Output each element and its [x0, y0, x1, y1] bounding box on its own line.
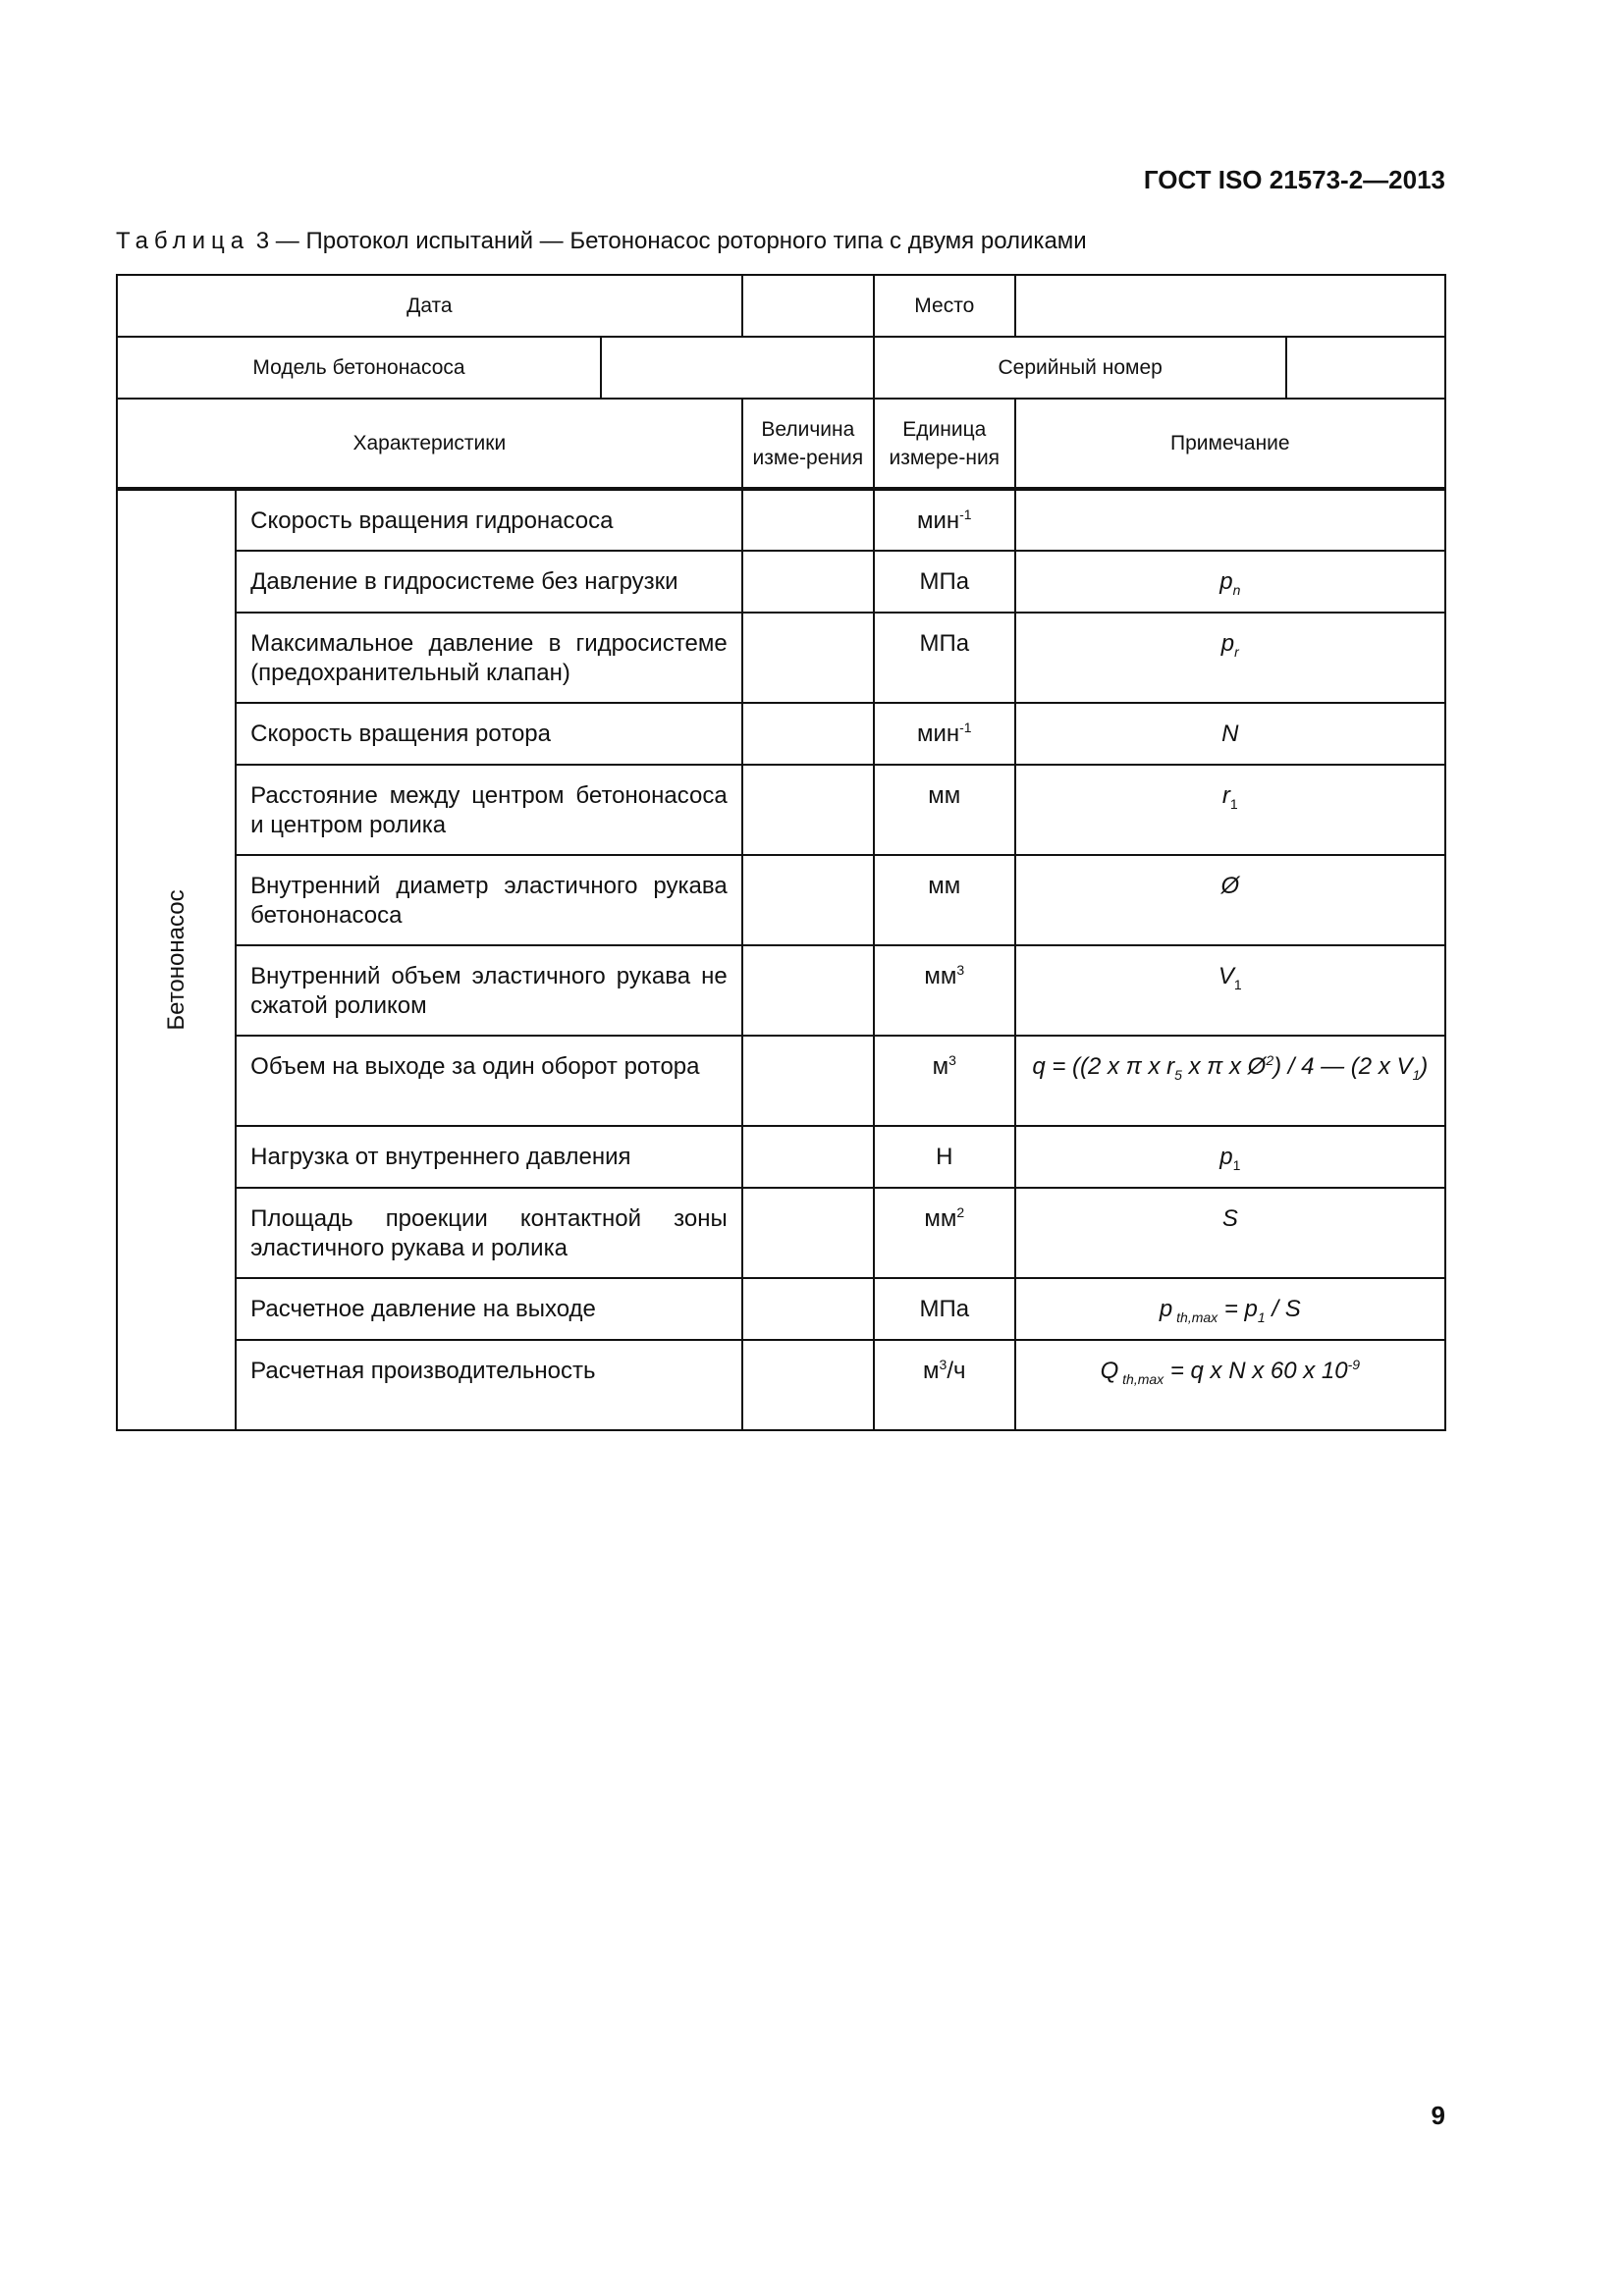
unit-cell	[874, 945, 1015, 1036]
value-cell[interactable]	[742, 855, 874, 945]
note-symbol: p	[1220, 630, 1235, 657]
table-caption	[116, 228, 1087, 255]
note-cell	[1015, 945, 1445, 1036]
note-symbol: V	[1218, 963, 1234, 989]
col-value: Величина изме-рения	[742, 399, 874, 489]
document-id: ГОСТ ISO 21573-2—2013	[1143, 165, 1445, 194]
unit-cell	[874, 1126, 1015, 1188]
value-cell[interactable]	[742, 1278, 874, 1340]
unit-text: мм	[928, 873, 961, 899]
col-characteristics: Характеристики	[117, 399, 742, 489]
unit-cell	[874, 551, 1015, 613]
unit-cell	[874, 613, 1015, 703]
value-cell[interactable]	[742, 489, 874, 551]
unit-text: мм	[928, 782, 961, 809]
formula-sup: 2	[1266, 1052, 1274, 1068]
unit-text: Н	[936, 1144, 953, 1170]
note-cell	[1015, 855, 1445, 945]
note-subscript: 1	[1229, 795, 1238, 812]
note-cell	[1015, 489, 1445, 551]
unit-text: МПа	[919, 1296, 970, 1322]
serial-value-cell[interactable]	[1286, 337, 1445, 399]
caption-text: — Протокол испытаний — Бетононасос роторного типа с двумя роликами	[269, 228, 1087, 254]
unit-text: мм	[924, 963, 957, 989]
table-row	[117, 1340, 1445, 1430]
note-symbol: N	[1221, 721, 1239, 747]
note-cell	[1015, 551, 1445, 613]
characteristic-cell: Расчетное давление на выходе	[236, 1278, 742, 1340]
place-value-cell[interactable]	[1015, 275, 1445, 337]
note-symbol: p	[1219, 1144, 1233, 1170]
table-column-headers	[117, 399, 1445, 489]
value-cell[interactable]	[742, 703, 874, 765]
value-cell[interactable]	[742, 613, 874, 703]
unit-sup: 3	[948, 1052, 956, 1068]
characteristic-cell: Расчетная производительность	[236, 1340, 742, 1430]
table-row	[117, 765, 1445, 855]
table-row	[117, 1278, 1445, 1340]
unit-cell	[874, 1188, 1015, 1278]
model-label: Модель бетононасоса	[117, 337, 601, 399]
unit-text: мин	[916, 721, 960, 747]
note-subscript: n	[1232, 581, 1241, 598]
formula-sub: th,max	[1118, 1370, 1164, 1387]
group-cell	[117, 489, 236, 1430]
formula-sub: th,max	[1172, 1308, 1218, 1325]
note-cell	[1015, 1188, 1445, 1278]
table-row	[117, 1036, 1445, 1126]
note-cell	[1015, 765, 1445, 855]
formula-part: / S	[1265, 1296, 1301, 1322]
unit-cell	[874, 1340, 1015, 1430]
characteristic-cell: Скорость вращения гидронасоса	[236, 489, 742, 551]
table-row	[117, 1126, 1445, 1188]
characteristic-cell: Внутренний диаметр эластичного рукава бетононасоса	[236, 855, 742, 945]
note-subscript: 1	[1232, 1156, 1241, 1173]
date-label: Дата	[117, 275, 742, 337]
table-row	[117, 613, 1445, 703]
unit-cell	[874, 489, 1015, 551]
formula-part: )	[1420, 1053, 1429, 1080]
group-label: Бетононасос	[162, 889, 189, 1031]
table-head-date-row	[117, 275, 1445, 337]
value-cell[interactable]	[742, 765, 874, 855]
formula-sub: 1	[1257, 1308, 1266, 1325]
characteristic-cell: Нагрузка от внутреннего давления	[236, 1126, 742, 1188]
formula-part: = p	[1218, 1296, 1258, 1322]
characteristic-cell: Внутренний объем эластичного рукава не сжатой роликом	[236, 945, 742, 1036]
unit-text: м	[923, 1358, 940, 1384]
test-protocol-table	[116, 274, 1446, 1431]
formula-part: q = ((2 x π x r	[1032, 1053, 1175, 1080]
value-cell[interactable]	[742, 551, 874, 613]
unit-sup: 3	[956, 962, 965, 978]
formula-sub: 5	[1174, 1066, 1182, 1083]
serial-label: Серийный номер	[874, 337, 1286, 399]
note-symbol: S	[1221, 1205, 1238, 1232]
formula-part: Q	[1100, 1358, 1119, 1384]
note-subscript: 1	[1233, 976, 1242, 992]
formula-part: = q x N x 60 x 10	[1164, 1358, 1348, 1384]
note-cell	[1015, 613, 1445, 703]
note-cell	[1015, 1036, 1445, 1126]
table-row	[117, 1188, 1445, 1278]
note-cell	[1015, 1278, 1445, 1340]
formula-part: p	[1159, 1296, 1173, 1322]
model-value-cell[interactable]	[601, 337, 874, 399]
date-value-cell[interactable]	[742, 275, 874, 337]
note-subscript: r	[1234, 643, 1239, 660]
unit-text: МПа	[919, 568, 970, 595]
unit-cell	[874, 1278, 1015, 1340]
unit-cell	[874, 1036, 1015, 1126]
note-symbol: p	[1219, 568, 1233, 595]
characteristic-cell: Давление в гидросистеме без нагрузки	[236, 551, 742, 613]
formula-sub: 1	[1412, 1066, 1421, 1083]
table-row	[117, 551, 1445, 613]
unit-cell	[874, 765, 1015, 855]
note-symbol: Ø	[1220, 873, 1240, 899]
formula-part: ) / 4 — (2 x V	[1273, 1053, 1413, 1080]
unit-text: мин	[916, 507, 960, 534]
table-row	[117, 489, 1445, 551]
formula-sup: -9	[1347, 1357, 1361, 1372]
characteristic-cell: Скорость вращения ротора	[236, 703, 742, 765]
caption-number: 3	[255, 228, 270, 254]
characteristic-cell: Максимальное давление в гидросистеме (предохранительный клапан)	[236, 613, 742, 703]
col-unit: Единица измере-ния	[874, 399, 1015, 489]
page-number: 9	[1431, 2101, 1445, 2130]
note-cell	[1015, 1340, 1445, 1430]
unit-text: м	[932, 1053, 949, 1080]
characteristic-cell: Расстояние между центром бетононасоса и центром ролика	[236, 765, 742, 855]
table-row	[117, 855, 1445, 945]
note-cell	[1015, 703, 1445, 765]
note-symbol: r	[1221, 782, 1230, 809]
unit-sup: -1	[959, 507, 972, 522]
note-cell	[1015, 1126, 1445, 1188]
value-cell[interactable]	[742, 1340, 874, 1430]
value-cell[interactable]	[742, 1188, 874, 1278]
unit-sup: -1	[959, 720, 972, 735]
unit-after: /ч	[947, 1358, 966, 1384]
table-row	[117, 703, 1445, 765]
unit-sup: 3	[939, 1357, 947, 1372]
caption-label: Таблица	[116, 228, 250, 254]
unit-cell	[874, 855, 1015, 945]
table-head-model-row	[117, 337, 1445, 399]
characteristic-cell: Площадь проекции контактной зоны эластичного рукава и ролика	[236, 1188, 742, 1278]
value-cell[interactable]	[742, 945, 874, 1036]
unit-sup: 2	[956, 1204, 965, 1220]
unit-cell	[874, 703, 1015, 765]
formula-part: x π x Ø	[1181, 1053, 1267, 1080]
unit-text: МПа	[919, 630, 970, 657]
value-cell[interactable]	[742, 1036, 874, 1126]
characteristic-cell: Объем на выходе за один оборот ротора	[236, 1036, 742, 1126]
place-label: Место	[874, 275, 1015, 337]
value-cell[interactable]	[742, 1126, 874, 1188]
col-note: Примечание	[1015, 399, 1445, 489]
unit-text: мм	[924, 1205, 957, 1232]
table-row	[117, 945, 1445, 1036]
